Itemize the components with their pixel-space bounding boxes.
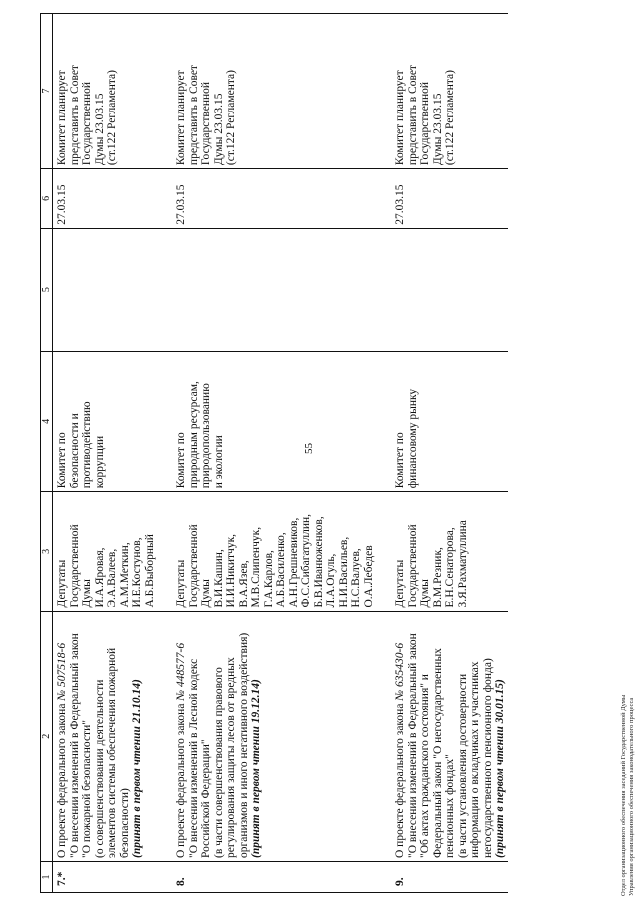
author-line: Депутаты — [175, 559, 187, 608]
bill-text-line: "О внесении изменений в Федеральный закон — [68, 633, 81, 858]
committee-line: природным ресурсам, — [187, 381, 200, 489]
author-line: Э.А.Валеев, — [106, 548, 118, 608]
column-number: 4 — [41, 351, 53, 492]
bill-text-line: негосударственного пенсионного фонда) — [481, 658, 494, 858]
plan-line: Думы 23.03.15 — [431, 93, 444, 166]
bill-title-line — [56, 615, 69, 858]
plan-line: Комитет планирует — [56, 70, 68, 166]
column-number: 5 — [41, 228, 53, 351]
plan-line: представить в Совет — [68, 65, 81, 166]
author-line: Н.С.Валуев, — [350, 548, 362, 608]
author-line: В.М.Резник, — [431, 547, 444, 608]
author-line: И.И.Никитчук, — [225, 533, 237, 608]
author-line: З.Я.Рахматуллина — [456, 520, 469, 608]
committee-line: безопасности и — [68, 413, 81, 489]
bill-text-line: информации о вкладчиках и участниках — [469, 661, 481, 858]
committee-line: Комитет по — [394, 432, 406, 489]
committee-line: Комитет по — [56, 432, 68, 489]
column-5-cell — [376, 228, 508, 351]
bill-title-line — [394, 615, 407, 858]
bill-number: № 448577-6 — [175, 642, 187, 701]
committee-line: и экологии — [212, 435, 225, 489]
author-line: Думы — [81, 579, 93, 608]
committee-plan — [157, 14, 376, 169]
committee-line: природопользованию — [200, 383, 212, 489]
column-number: 3 — [41, 492, 53, 611]
plan-line: представить в Совет — [406, 65, 419, 166]
bill-text-line: (в части установления достоверности — [456, 673, 469, 858]
page-number: 55 — [303, 443, 315, 454]
author-line: А.Б.Выборный — [143, 534, 156, 608]
plan-line: (ст.122 Регламента) — [444, 70, 456, 166]
footer-line: Управления организационного обеспечения законодательного процесса — [628, 697, 635, 896]
responsible-committee — [157, 351, 376, 492]
author-line: Н.И.Васильев, — [337, 536, 350, 608]
author-line: Ф.С.Сибагатуллин, — [300, 513, 312, 608]
row-number: 7.* — [53, 862, 158, 893]
column-number-row — [41, 14, 53, 893]
plan-line: Государственной — [81, 81, 93, 166]
bill-text-line: "О внесении изменений в Лесной кодекс — [187, 658, 200, 858]
column-number: 6 — [41, 169, 53, 229]
committee-line: финансовому рынку — [406, 388, 419, 489]
bill-text-line: безопасности) — [118, 788, 131, 858]
bills-table — [40, 13, 508, 893]
column-5-cell — [157, 228, 376, 351]
date-cell: 27.03.15 — [53, 169, 158, 229]
bill-text-line: организмов и иного негативного воздействия) — [237, 632, 250, 858]
author-line: О.А.Лебедев — [362, 545, 375, 608]
bill-authors — [157, 492, 376, 611]
author-line: Депутаты — [394, 559, 406, 608]
plan-line: (ст.122 Регламента) — [225, 70, 237, 166]
plan-line: (ст.122 Регламента) — [106, 70, 118, 166]
bill-description — [376, 611, 508, 861]
plan-line: Комитет планирует — [175, 70, 187, 166]
bill-text-line: элементов системы обеспечения пожарной — [106, 647, 118, 858]
author-line: Государственной — [68, 524, 81, 608]
responsible-committee — [376, 351, 508, 492]
bill-text-line: "Об актах гражданского состояния" и — [419, 674, 431, 858]
author-line: Г.А.Карлов, — [262, 550, 275, 608]
column-5-cell — [53, 228, 158, 351]
first-reading-note: (принят в первом чтении 21.10.14) — [131, 679, 143, 858]
bill-text-line: "О пожарной безопасности" — [81, 720, 93, 858]
bill-authors — [53, 492, 158, 611]
footer-note — [620, 695, 636, 896]
bill-text-line: "О внесении изменений в Федеральный закон — [406, 633, 419, 858]
author-line: И.А.Яровая, — [93, 547, 106, 608]
column-number: 2 — [41, 611, 53, 861]
row-number: 8. — [157, 862, 376, 893]
bill-number: № 635430-6 — [394, 642, 406, 701]
author-line: А.М.Меткин, — [118, 542, 131, 608]
bill-title-line — [175, 615, 188, 858]
author-line: А.Н.Грешневиков, — [287, 517, 300, 608]
bill-text-line: (о совершенствовании деятельности — [93, 679, 106, 858]
plan-line: Государственной — [200, 81, 212, 166]
bill-text-line: Федеральный закон "О негосударственных — [431, 648, 444, 858]
bill-description — [157, 611, 376, 861]
column-number: 7 — [41, 14, 53, 169]
author-line: Думы — [419, 579, 431, 608]
plan-line: Думы 23.03.15 — [212, 93, 225, 166]
legislation-table-page — [40, 13, 580, 893]
first-reading-note: (принят в первом чтении 19.12.14) — [250, 679, 262, 858]
bill-title-prefix: О проекте федерального закона — [394, 700, 406, 858]
first-reading-note: (принят в первом чтении 30.01.15) — [494, 679, 506, 858]
plan-line: Думы 23.03.15 — [93, 93, 106, 166]
responsible-committee — [53, 351, 158, 492]
bill-text-line: пенсионных фондах" — [444, 754, 456, 858]
plan-line: Государственной — [419, 81, 431, 166]
bill-text-line: Российской Федерации" — [200, 739, 212, 858]
author-line: В.А.Язев, — [237, 560, 250, 608]
author-line: А.Б.Василенко, — [275, 532, 287, 608]
bill-number: № 507518-6 — [56, 642, 68, 701]
plan-line: Комитет планирует — [394, 70, 406, 166]
author-line: И.Е.Костунов, — [131, 537, 143, 608]
bill-description — [53, 611, 158, 861]
committee-line: коррупции — [93, 435, 106, 489]
table-row — [376, 14, 508, 893]
row-number: 9. — [376, 862, 508, 893]
table-row — [53, 14, 158, 893]
committee-plan — [53, 14, 158, 169]
author-line: Е.Н.Сенаторова, — [444, 527, 456, 608]
author-line: Думы — [200, 579, 212, 608]
bill-text-line: регулирования защиты лесов от вредных — [225, 657, 237, 858]
date-cell: 27.03.15 — [157, 169, 376, 229]
column-number: 1 — [41, 862, 53, 893]
committee-plan — [376, 14, 508, 169]
plan-line: представить в Совет — [187, 65, 200, 166]
author-line: М.В.Слипенчук, — [250, 526, 262, 608]
bill-authors — [376, 492, 508, 611]
author-line: Л.А.Огуль, — [325, 553, 337, 608]
bill-title-prefix: О проекте федерального закона — [175, 700, 187, 858]
bill-text-line: (в части совершенствования правового — [212, 667, 225, 858]
author-line: Государственной — [406, 524, 419, 608]
date-cell: 27.03.15 — [376, 169, 508, 229]
committee-line: противодействию — [81, 401, 93, 489]
committee-line: Комитет по — [175, 432, 187, 489]
author-line: Б.В.Иванюженков, — [312, 516, 325, 608]
author-line: Государственной — [187, 524, 200, 608]
footer-line: Отдел организационного обеспечения заседаний Государственной Думы — [620, 694, 627, 896]
author-line: В.И.Кашин, — [212, 549, 225, 608]
table-row — [157, 14, 376, 893]
author-line: Депутаты — [56, 559, 68, 608]
bill-title-prefix: О проекте федерального закона — [56, 700, 68, 858]
